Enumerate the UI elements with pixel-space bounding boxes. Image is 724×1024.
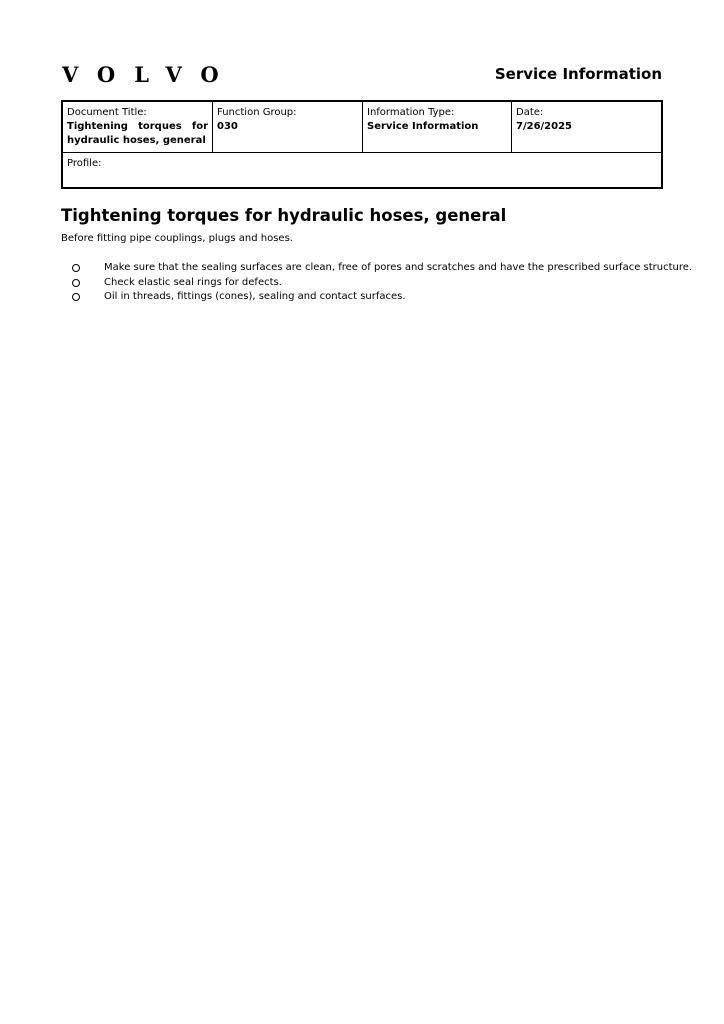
document-title-cell: [63, 102, 213, 152]
intro-text: Before fitting pipe couplings, plugs and hoses.: [61, 233, 293, 244]
date-label: Date:: [516, 107, 544, 118]
list-item: [61, 276, 681, 291]
list-item-text: Check elastic seal rings for defects.: [104, 276, 282, 288]
information-type-label: Information Type:: [367, 107, 455, 118]
document-title-label: Document Title:: [67, 107, 147, 118]
document-title-value: Tightening torques for hydraulic hoses, general: [67, 121, 208, 146]
information-type-cell: [363, 102, 512, 152]
header-title: Service Information: [494, 65, 662, 83]
document-info-table: [61, 100, 663, 189]
date-cell: [512, 102, 661, 152]
function-group-label: Function Group:: [217, 107, 297, 118]
document-heading: Tightening torques for hydraulic hoses, general: [61, 206, 507, 225]
list-item-text: Oil in threads, fittings (cones), sealing and contact surfaces.: [104, 291, 406, 302]
info-table-row: [63, 102, 661, 153]
list-item: [61, 261, 693, 276]
circle-bullet-icon: [72, 264, 80, 272]
function-group-value: 030: [217, 121, 238, 132]
instruction-list: [61, 261, 693, 305]
function-group-cell: [213, 102, 363, 152]
date-value: 7/26/2025: [516, 121, 573, 132]
profile-cell: [63, 153, 661, 187]
volvo-logo: VOLVO: [62, 62, 238, 87]
list-item: [61, 290, 681, 305]
information-type-value: Service Information: [367, 121, 479, 132]
circle-bullet-icon: [72, 293, 80, 301]
profile-label: Profile:: [67, 158, 102, 169]
list-item-text: Make sure that the sealing surfaces are clean, free of pores and scratches and have the prescribed surface structure.: [104, 262, 693, 273]
circle-bullet-icon: [72, 279, 80, 287]
